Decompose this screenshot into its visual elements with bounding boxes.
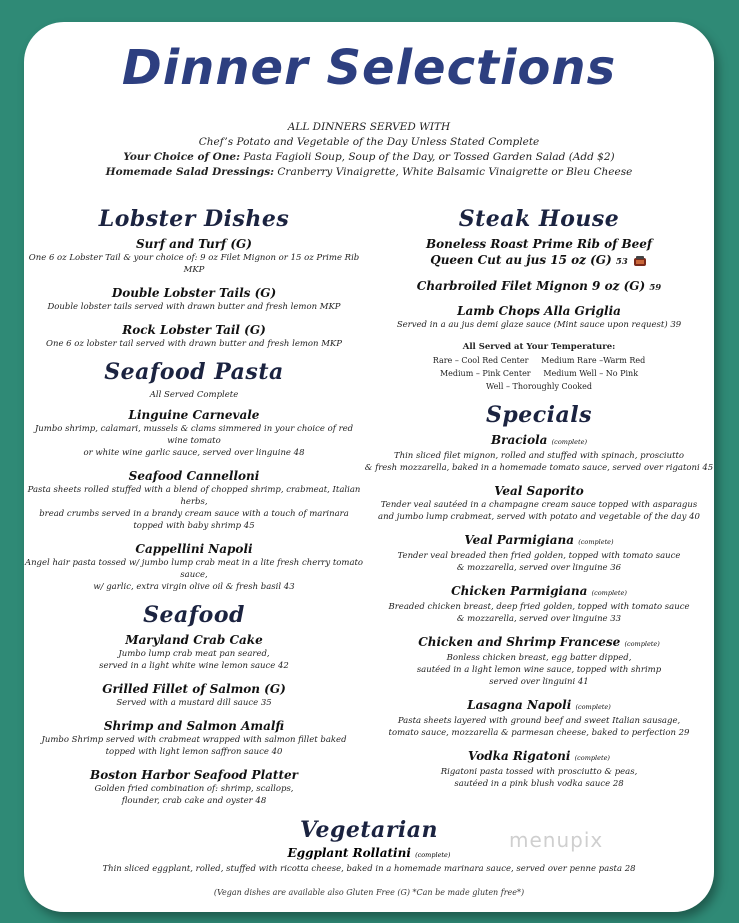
menu-item: Veal Saporito Tender veal sautéed in a champagne cream sauce topped with asparagus and jumbo lump crabmeat, served with potato and vegetable of the day 40 (378, 483, 700, 522)
intro-line2: Chef’s Potato and Vegetable of the Day Unless Stated Complete (198, 136, 540, 148)
section-note: All Served Complete (149, 390, 239, 400)
menu-item: Grilled Fillet of Salmon (G) Served with a mustard dill sauce 35 (102, 682, 286, 708)
menu-item: Cappellini Napoli Angel hair pasta tossed w/ jumbo lump crab meat in a lite fresh cherry tomato sauce, w/ garlic, extra virgin olive oil & fresh basil 43 (24, 542, 364, 592)
section-heading-vegetarian: Vegetarian (299, 817, 439, 843)
section-heading-seafood: Seafood (143, 602, 245, 628)
menu-item: Vodka Rigatoni (complete) Rigatoni pasta tossed with prosciutto & peas, sautéed in a pink blush vodka sauce 28 (440, 748, 638, 789)
menu-item: Lamb Chops Alla Griglia Served in a au jus demi glaze sauce (Mint sauce upon request) 39 (396, 303, 682, 330)
intro-line1: ALL DINNERS SERVED WITH (287, 121, 451, 133)
menu-item: Charbroiled Filet Mignon 9 oz (G) 59 (416, 278, 662, 293)
watermark: menupix (509, 828, 604, 852)
vegetarian-section: Vegetarian Eggplant Rollatini (complete) Thin sliced eggplant, rolled, stuffed with ricotta cheese, baked in a homemade marinara sauce, served over penne pasta 28 (24, 817, 714, 875)
section-heading-lobster: Lobster Dishes (98, 206, 290, 232)
menu-item: Lasagna Napoli (complete) Pasta sheets layered with ground beef and sweet Italian sausage, tomato sauce, mozzarella & parmesan cheese, baked to perfection 29 (388, 697, 690, 738)
section-heading-seafood-pasta: Seafood Pasta (104, 359, 284, 385)
menu-item: Boneless Roast Prime Rib of Beef Queen Cut au jus 15 oz (G) 53 (425, 237, 653, 267)
menu-item: Seafood Cannelloni Pasta sheets rolled stuffed with a blend of chopped shrimp, crabmeat, Italian herbs, bread crumbs served in a brandy cream sauce with a touch of marinara topped with baby shrimp 45 (27, 469, 361, 531)
menu-card (24, 22, 714, 912)
right-column (364, 202, 714, 799)
menu-item: Braciola (complete) Thin sliced filet mignon, rolled and stuffed with spinach, prosciutto & fresh mozzarella, baked in a homemade tomato sauce, served over rigatoni 45 (364, 432, 714, 473)
page-title: Dinner Selections (121, 40, 617, 96)
menu-item: Chicken and Shrimp Francese (complete) Bonless chicken breast, egg batter dipped, sautéed in a light lemon wine sauce, topped with shrimp served over linguini 41 (416, 634, 662, 687)
temperature-guide: All Served at Your Temperature: Rare – Cool Red Center Medium Rare –Warm Red Medium – Pink Center Medium Well – No Pink Well – Thoroughly Cooked (432, 341, 646, 391)
intro-dressings: Homemade Salad Dressings: Cranberry Vinaigrette, White Balsamic Vinaigrette or Bleu Cheese (105, 166, 633, 178)
menu-item: Double Lobster Tails (G) Double lobster tails served with drawn butter and fresh lemon MKP (47, 286, 341, 312)
intro-choice: Your Choice of One: Pasta Fagioli Soup, Soup of the Day, or Tossed Garden Salad (Add $2) (123, 151, 615, 163)
footer-note: (Vegan dishes are available also Gluten Free (G) *Can be made gluten free*) (213, 888, 525, 897)
left-column (24, 202, 364, 816)
cooked-meat-icon (632, 253, 648, 269)
menu-item: Chicken Parmigiana (complete) Breaded chicken breast, deep fried golden, topped with tomato sauce & mozzarella, served over linguine 33 (388, 583, 690, 624)
menu-item: Maryland Crab Cake Jumbo lump crab meat pan seared, served in a light white wine lemon sauce 42 (99, 633, 289, 671)
menu-item: Boston Harbor Seafood Platter Golden fried combination of: shrimp, scallops, flounder, crab cake and oyster 48 (90, 768, 298, 806)
section-heading-specials: Specials (485, 401, 593, 428)
menu-item: Rock Lobster Tail (G) One 6 oz lobster tail served with drawn butter and fresh lemon MKP (46, 323, 342, 349)
menu-item: Shrimp and Salmon Amalfi Jumbo Shrimp served with crabmeat wrapped with salmon fillet baked topped with light lemon saffron sauce 40 (41, 719, 347, 757)
intro (24, 120, 714, 180)
section-heading-steak: Steak House (458, 206, 620, 232)
menu-item: Linguine Carnevale Jumbo shrimp, calamari, mussels & clams simmered in your choice of red wine tomato or white wine garlic sauce, served over linguine 48 (34, 408, 354, 458)
menu-item: Surf and Turf (G) One 6 oz Lobster Tail & your choice of: 9 oz Filet Mignon or 15 oz Prime Rib MKP (28, 237, 360, 275)
menu-item: Veal Parmigiana (complete) Tender veal breaded then fried golden, topped with tomato sauce & mozzarella, served over linguine 36 (397, 532, 681, 573)
